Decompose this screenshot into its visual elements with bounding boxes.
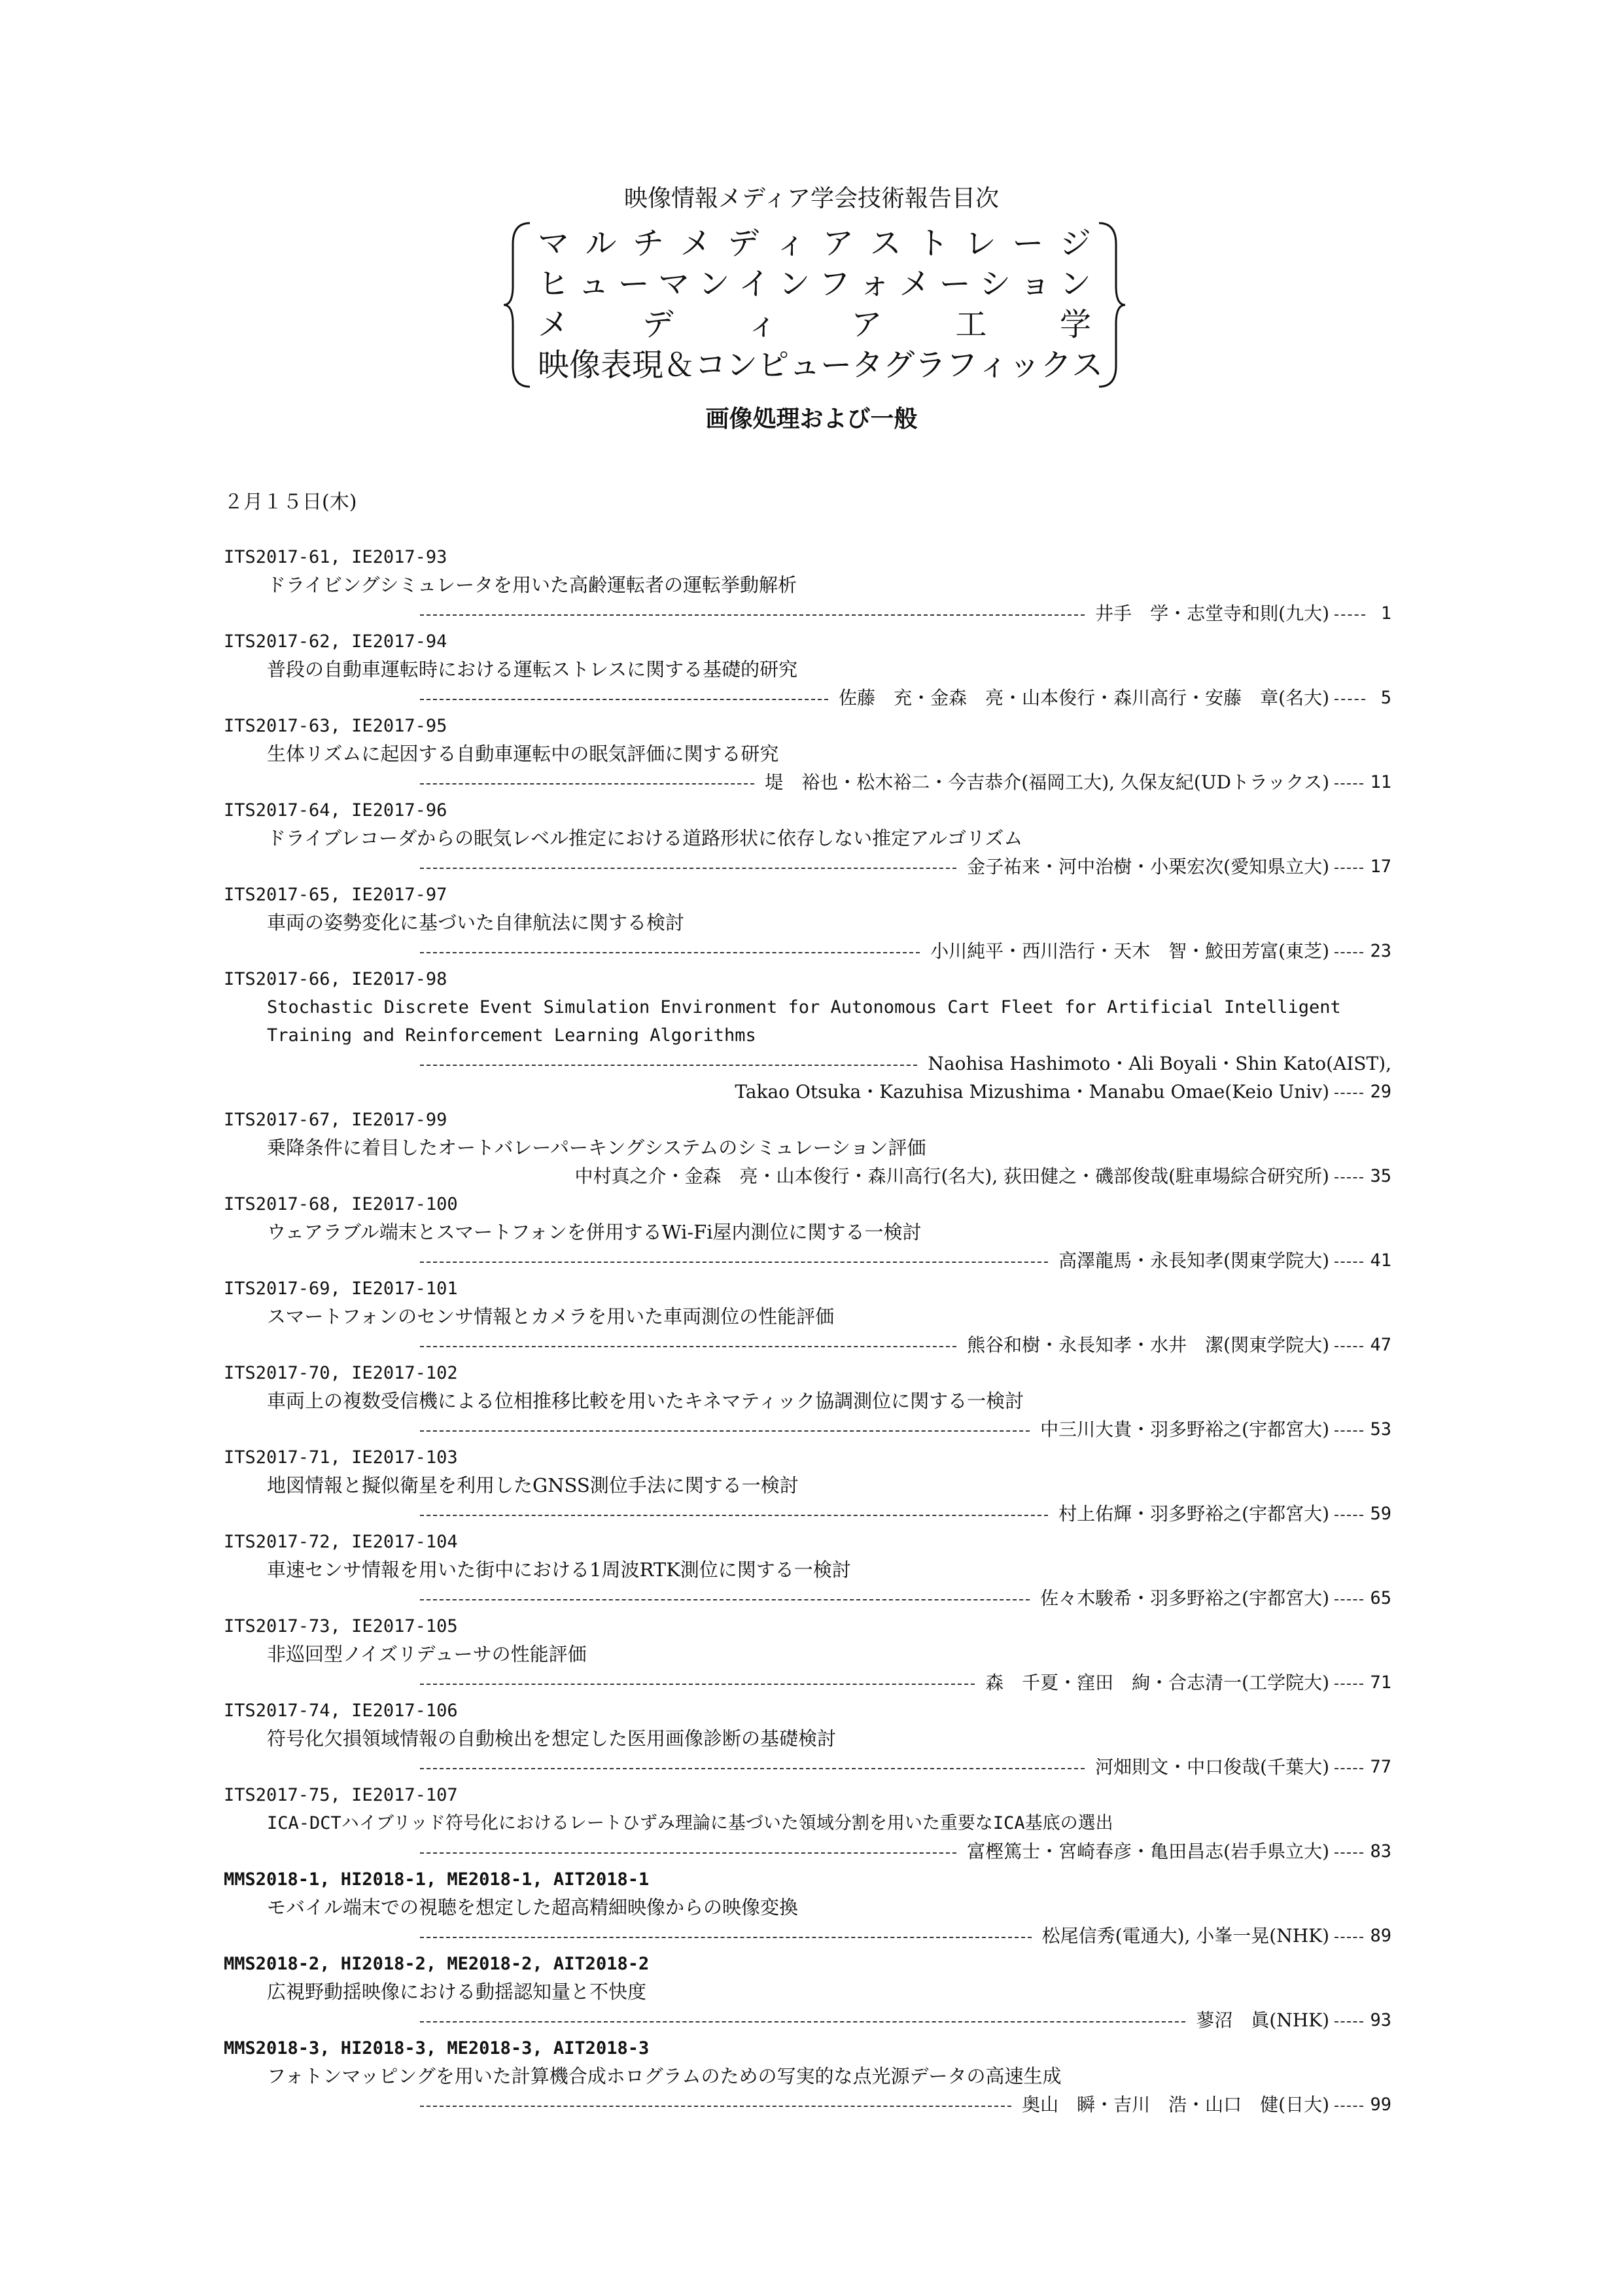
entry-page-number: 93 xyxy=(1370,2010,1391,2030)
leader-dashes xyxy=(420,1599,1030,1600)
leader-dashes xyxy=(420,1262,1048,1263)
entry-author-line xyxy=(224,1078,1391,1106)
committee-char: ン xyxy=(778,266,811,302)
committee-char: ピ xyxy=(758,347,790,383)
entry-authors: 佐藤 充・金森 亮・山本俊行・森川高行・安藤 章(名大) xyxy=(839,687,1329,709)
entry-author-line xyxy=(224,937,1391,965)
entry-title: スマートフォンのセンサ情報とカメラを用いた車両測位の性能評価 xyxy=(267,1305,835,1328)
entry-title: 車両の姿勢変化に基づいた自律航法に関する検討 xyxy=(267,911,685,934)
entry-report-id: ITS2017-75, IE2017-107 xyxy=(224,1785,458,1805)
toc-entry xyxy=(224,543,1401,627)
entry-authors: 村上佑輝・羽多野裕之(宇都宮大) xyxy=(1058,1503,1329,1525)
committee-char: ィ xyxy=(746,306,778,343)
leader-dashes xyxy=(1335,1852,1363,1854)
entry-page-number: 83 xyxy=(1370,1841,1391,1862)
toc-entry xyxy=(224,796,1401,881)
toc-entry xyxy=(224,627,1401,712)
entry-authors: 富樫篤士・宮崎春彦・亀田昌志(岩手県立大) xyxy=(967,1841,1329,1862)
page-leader xyxy=(1329,1500,1391,1528)
committee-char: デ xyxy=(727,225,759,262)
entry-title: 乗降条件に着目したオートバレーパーキングシステムのシミュレーション評価 xyxy=(267,1137,926,1159)
entry-page-number: 5 xyxy=(1380,688,1391,708)
entry-report-id: ITS2017-71, IE2017-103 xyxy=(224,1447,458,1468)
entry-author-line xyxy=(224,599,1391,627)
leader-dashes xyxy=(1335,783,1363,785)
entry-page-number: 29 xyxy=(1370,1082,1391,1102)
leader-dashes xyxy=(1335,868,1363,869)
page-leader xyxy=(1329,1331,1391,1359)
committee-char: レ xyxy=(964,225,996,262)
toc-entry-list xyxy=(224,543,1401,2119)
toc-entry xyxy=(224,2034,1401,2119)
toc-entry xyxy=(224,1359,1401,1443)
committee-char: メ xyxy=(680,225,712,262)
entry-page-number: 99 xyxy=(1370,2094,1391,2115)
entry-page-number: 23 xyxy=(1370,941,1391,961)
entry-page-number: 1 xyxy=(1380,603,1391,624)
toc-entry xyxy=(224,712,1401,796)
entry-authors: 井手 学・志堂寺和則(九大) xyxy=(1095,603,1329,624)
committee-char: 映 xyxy=(538,347,570,383)
entry-authors: 中村真之介・金森 亮・山本俊行・森川高行(名大), 荻田健之・磯部俊哉(駐車場綜合研究所) xyxy=(574,1165,1329,1187)
entry-report-id: ITS2017-68, IE2017-100 xyxy=(224,1194,458,1214)
committee-char: グ xyxy=(883,347,915,383)
committee-char: ＆ xyxy=(663,347,695,383)
committee-char: ス xyxy=(869,225,901,262)
entry-authors: 高澤龍馬・永長知孝(関東学院大) xyxy=(1058,1250,1329,1271)
committee-char: チ xyxy=(633,225,665,262)
entry-authors: 河畑則文・中口俊哉(千葉大) xyxy=(1095,1756,1329,1778)
entry-report-id: ITS2017-72, IE2017-104 xyxy=(224,1532,458,1552)
entry-report-id: ITS2017-64, IE2017-96 xyxy=(224,800,447,821)
committee-char: 現 xyxy=(632,347,664,383)
page-leader xyxy=(1329,1246,1391,1275)
entry-title: ドライブレコーダからの眠気レベル推定における道路形状に依存しない推定アルゴリズム xyxy=(267,827,1023,849)
entry-title: 生体リズムに起因する自動車運転中の眠気評価に関する研究 xyxy=(267,743,779,765)
committee-char: ー xyxy=(618,266,650,302)
committee-char: ン xyxy=(1059,266,1091,302)
committee-char: マ xyxy=(538,225,570,262)
leader-dashes xyxy=(420,1937,1032,1938)
entry-authors: 奥山 瞬・吉川 浩・山口 健(日大) xyxy=(1022,2094,1329,2115)
entry-title: ドライビングシミュレータを用いた高齢運転者の運転挙動解析 xyxy=(267,574,797,596)
leader-dashes xyxy=(1335,699,1365,700)
entry-author-line xyxy=(224,1331,1391,1359)
entry-authors: 松尾信秀(電通大), 小峯一晃(NHK) xyxy=(1041,1925,1329,1947)
committee-char: ジ xyxy=(1059,225,1091,262)
entry-report-id: ITS2017-62, IE2017-94 xyxy=(224,631,447,652)
page-leader xyxy=(1329,1415,1391,1443)
toc-entry xyxy=(224,1950,1401,2034)
page-leader xyxy=(1329,2091,1391,2119)
toc-entry xyxy=(224,1106,1401,1190)
committee-char: ィ xyxy=(977,347,1009,383)
entry-author-line xyxy=(224,768,1391,796)
entry-author-line xyxy=(224,853,1391,881)
page-leader xyxy=(1329,1753,1391,1781)
entry-report-id: ITS2017-70, IE2017-102 xyxy=(224,1363,458,1383)
leader-dashes xyxy=(1335,1430,1363,1432)
committee-line-hi xyxy=(538,264,1091,304)
committee-char: マ xyxy=(658,266,690,302)
leader-dashes xyxy=(420,868,956,869)
page-leader xyxy=(1329,684,1391,712)
committee-char: ス xyxy=(1072,347,1104,383)
entry-report-id: ITS2017-61, IE2017-93 xyxy=(224,547,447,567)
entry-page-number: 35 xyxy=(1370,1166,1391,1186)
entry-title: 広視野動揺映像における動揺認知量と不快度 xyxy=(267,1981,647,2003)
entry-author-line xyxy=(224,1500,1391,1528)
committee-char: 工 xyxy=(955,306,987,343)
leader-dashes xyxy=(420,1515,1048,1516)
leader-dashes xyxy=(1335,1599,1363,1600)
leader-dashes xyxy=(420,1065,917,1066)
entry-authors: 熊谷和樹・永長知孝・水井 潔(関東学院大) xyxy=(967,1334,1329,1356)
leader-dashes xyxy=(1335,1177,1363,1178)
committee-char: イ xyxy=(738,266,770,302)
entry-title: フォトンマッピングを用いた計算機合成ホログラムのための写実的な点光源データの高速生成 xyxy=(267,2065,1062,2087)
entry-report-id: MMS2018-1, HI2018-1, ME2018-1, AIT2018-1 xyxy=(224,1869,650,1890)
entry-title: 非巡回型ノイズリデューサの性能評価 xyxy=(267,1643,587,1665)
entry-page-number: 53 xyxy=(1370,1419,1391,1439)
committee-char: シ xyxy=(979,266,1011,302)
leader-dashes xyxy=(420,952,920,953)
page-leader xyxy=(1329,1162,1391,1190)
page-leader xyxy=(1329,768,1391,796)
section-title: 画像処理および一般 xyxy=(705,406,918,433)
session-date: ２月１５日(木) xyxy=(224,491,357,514)
entry-authors: Naohisa Hashimoto・Ali Boyali・Shin Kato(AIST), xyxy=(928,1053,1391,1074)
page-leader xyxy=(1329,1669,1391,1697)
entry-report-id: ITS2017-63, IE2017-95 xyxy=(224,716,447,736)
entry-title: 符号化欠損領域情報の自動検出を想定した医用画像診断の基礎検討 xyxy=(267,1727,837,1750)
entry-authors: 金子祐来・河中治樹・小栗宏次(愛知県立大) xyxy=(967,856,1329,877)
entry-title: 地図情報と擬似衛星を利用したGNSS測位手法に関する一検討 xyxy=(267,1474,799,1496)
entry-report-id: ITS2017-66, IE2017-98 xyxy=(224,969,447,989)
committee-char: ラ xyxy=(915,347,947,383)
leader-dashes xyxy=(1335,1515,1363,1516)
committee-char: 学 xyxy=(1059,306,1091,343)
leader-dashes xyxy=(420,1768,1085,1769)
toc-entry xyxy=(224,1697,1401,1781)
entry-report-id: ITS2017-69, IE2017-101 xyxy=(224,1279,458,1299)
entry-authors: 蓼沼 眞(NHK) xyxy=(1196,2009,1329,2031)
entry-report-id: MMS2018-3, HI2018-3, ME2018-3, AIT2018-3 xyxy=(224,2038,650,2058)
entry-authors: 堤 裕也・松木裕二・今吉恭介(福岡工大), 久保友紀(UDトラックス) xyxy=(765,771,1329,793)
page-leader xyxy=(1329,1078,1391,1106)
committee-char: メ xyxy=(899,266,931,302)
toc-entry xyxy=(224,1528,1401,1612)
toc-entry xyxy=(224,1612,1401,1697)
entry-author-line xyxy=(224,2091,1391,2119)
entry-author-line xyxy=(224,1246,1391,1275)
entry-author-line xyxy=(224,1162,1391,1190)
page-leader xyxy=(1329,1837,1391,1865)
leader-dashes xyxy=(1335,2106,1363,2107)
leader-dashes xyxy=(1335,614,1365,616)
leader-dashes xyxy=(420,2106,1011,2107)
page-leader xyxy=(1329,599,1391,627)
entry-page-number: 89 xyxy=(1370,1926,1391,1946)
entry-title: ICA-DCTハイブリッド符号化におけるレートひずみ理論に基づいた領域分割を用いた重要なICA基底の選出 xyxy=(267,1813,1113,1833)
toc-entry xyxy=(224,1443,1401,1528)
committee-char: ア xyxy=(850,306,882,343)
entry-title: モバイル端末での視聴を想定した超高精細映像からの映像変換 xyxy=(267,1896,799,1918)
leader-dashes xyxy=(1335,1262,1363,1263)
entry-title: 車速センサ情報を用いた街中における1周波RTK測位に関する一検討 xyxy=(267,1559,851,1581)
leader-dashes xyxy=(1335,1093,1363,1094)
toc-entry xyxy=(224,1865,1401,1950)
entry-author-line xyxy=(224,1415,1391,1443)
entry-title: Stochastic Discrete Event Simulation Environment for Autonomous Cart Fleet for Artificial Intelligent xyxy=(267,997,1341,1017)
committee-char: ク xyxy=(1040,347,1072,383)
entry-page-number: 17 xyxy=(1370,857,1391,877)
leader-dashes xyxy=(1335,1768,1363,1769)
entry-report-id: ITS2017-73, IE2017-105 xyxy=(224,1616,458,1636)
committee-bracket-block xyxy=(504,221,1125,389)
toc-entry xyxy=(224,881,1401,965)
toc-entry xyxy=(224,1781,1401,1865)
toc-entry xyxy=(224,965,1401,1106)
leader-dashes xyxy=(420,1346,956,1347)
committee-char: ー xyxy=(820,347,852,383)
entry-author-line xyxy=(224,2006,1391,2034)
leader-dashes xyxy=(1335,2021,1363,2022)
committee-char: タ xyxy=(852,347,884,383)
toc-entry xyxy=(224,1190,1401,1275)
entry-authors: 中三川大貴・羽多野裕之(宇都宮大) xyxy=(1040,1419,1329,1440)
entry-report-id: ITS2017-67, IE2017-99 xyxy=(224,1110,447,1130)
committee-char: ォ xyxy=(859,266,891,302)
entry-title: 普段の自動車運転時における運転ストレスに関する基礎的研究 xyxy=(267,658,798,680)
leader-dashes xyxy=(420,1430,1030,1432)
committee-char: ア xyxy=(822,225,854,262)
leader-dashes xyxy=(420,2021,1185,2022)
committee-char: ン xyxy=(726,347,758,383)
leader-dashes xyxy=(420,783,754,785)
entry-author-line xyxy=(224,1050,1391,1078)
committee-char: コ xyxy=(695,347,727,383)
entry-authors: Takao Otsuka・Kazuhisa Mizushima・Manabu Omae(Keio Univ) xyxy=(735,1081,1329,1103)
entry-authors: 佐々木駿希・羽多野裕之(宇都宮大) xyxy=(1040,1587,1329,1609)
committee-char: 像 xyxy=(569,347,601,383)
committee-char: デ xyxy=(642,306,674,343)
entry-report-id: MMS2018-2, HI2018-2, ME2018-2, AIT2018-2 xyxy=(224,1954,650,1974)
committee-char: ィ xyxy=(775,225,807,262)
leader-dashes xyxy=(420,614,1085,616)
committee-char: フ xyxy=(946,347,978,383)
committee-char: ト xyxy=(917,225,949,262)
committee-char: ヒ xyxy=(538,266,570,302)
leader-dashes xyxy=(1335,1346,1363,1347)
committee-char: ュ xyxy=(578,266,610,302)
entry-author-line xyxy=(224,1922,1391,1950)
entry-title: ウェアラブル端末とスマートフォンを併用するWi-Fi屋内測位に関する一検討 xyxy=(267,1221,922,1243)
page-leader xyxy=(1329,1922,1391,1950)
page-leader xyxy=(1329,2006,1391,2034)
leader-dashes xyxy=(420,1852,956,1854)
entry-author-line xyxy=(224,1584,1391,1612)
committee-line-mms xyxy=(538,224,1091,263)
entry-page-number: 41 xyxy=(1370,1250,1391,1271)
leader-dashes xyxy=(1335,1684,1363,1685)
toc-entry xyxy=(224,1275,1401,1359)
committee-char: ル xyxy=(585,225,617,262)
committee-char: ー xyxy=(939,266,971,302)
entry-page-number: 11 xyxy=(1370,772,1391,792)
leader-dashes xyxy=(1335,1937,1363,1938)
entry-title: 車両上の複数受信機による位相推移比較を用いたキネマティック協調測位に関する一検討 xyxy=(267,1390,1024,1412)
committee-line-ait xyxy=(538,345,1104,385)
committee-line-me xyxy=(538,305,1091,344)
entry-page-number: 71 xyxy=(1370,1672,1391,1693)
page-leader xyxy=(1329,937,1391,965)
entry-page-number: 65 xyxy=(1370,1588,1391,1608)
leader-dashes xyxy=(420,699,828,700)
entry-author-line xyxy=(224,684,1391,712)
page-leader xyxy=(1329,1584,1391,1612)
committee-char: メ xyxy=(538,306,570,343)
entry-report-id: ITS2017-74, IE2017-106 xyxy=(224,1701,458,1721)
committee-char: ン xyxy=(698,266,730,302)
entry-title-cont: Training and Reinforcement Learning Algorithms xyxy=(267,1025,756,1046)
entry-author-line xyxy=(224,1669,1391,1697)
leader-dashes xyxy=(420,1684,975,1685)
entry-authors: 小川純平・西川浩行・天木 智・鮫田芳富(東芝) xyxy=(930,940,1329,962)
entry-page-number: 47 xyxy=(1370,1335,1391,1355)
committee-char: ュ xyxy=(789,347,821,383)
entry-page-number: 77 xyxy=(1370,1757,1391,1777)
entry-report-id: ITS2017-65, IE2017-97 xyxy=(224,885,447,905)
committee-char: フ xyxy=(818,266,850,302)
committee-char: ー xyxy=(1012,225,1044,262)
page-leader xyxy=(1329,853,1391,881)
committee-char: 表 xyxy=(601,347,633,383)
entry-page-number: 59 xyxy=(1370,1504,1391,1524)
committee-char: ョ xyxy=(1019,266,1051,302)
entry-author-line xyxy=(224,1837,1391,1865)
committee-char: ッ xyxy=(1009,347,1041,383)
entry-author-line xyxy=(224,1753,1391,1781)
document-header: 映像情報メディア学会技術報告目次 xyxy=(623,185,1000,212)
leader-dashes xyxy=(1335,952,1363,953)
entry-authors: 森 千夏・窪田 絢・合志清一(工学院大) xyxy=(985,1672,1329,1693)
